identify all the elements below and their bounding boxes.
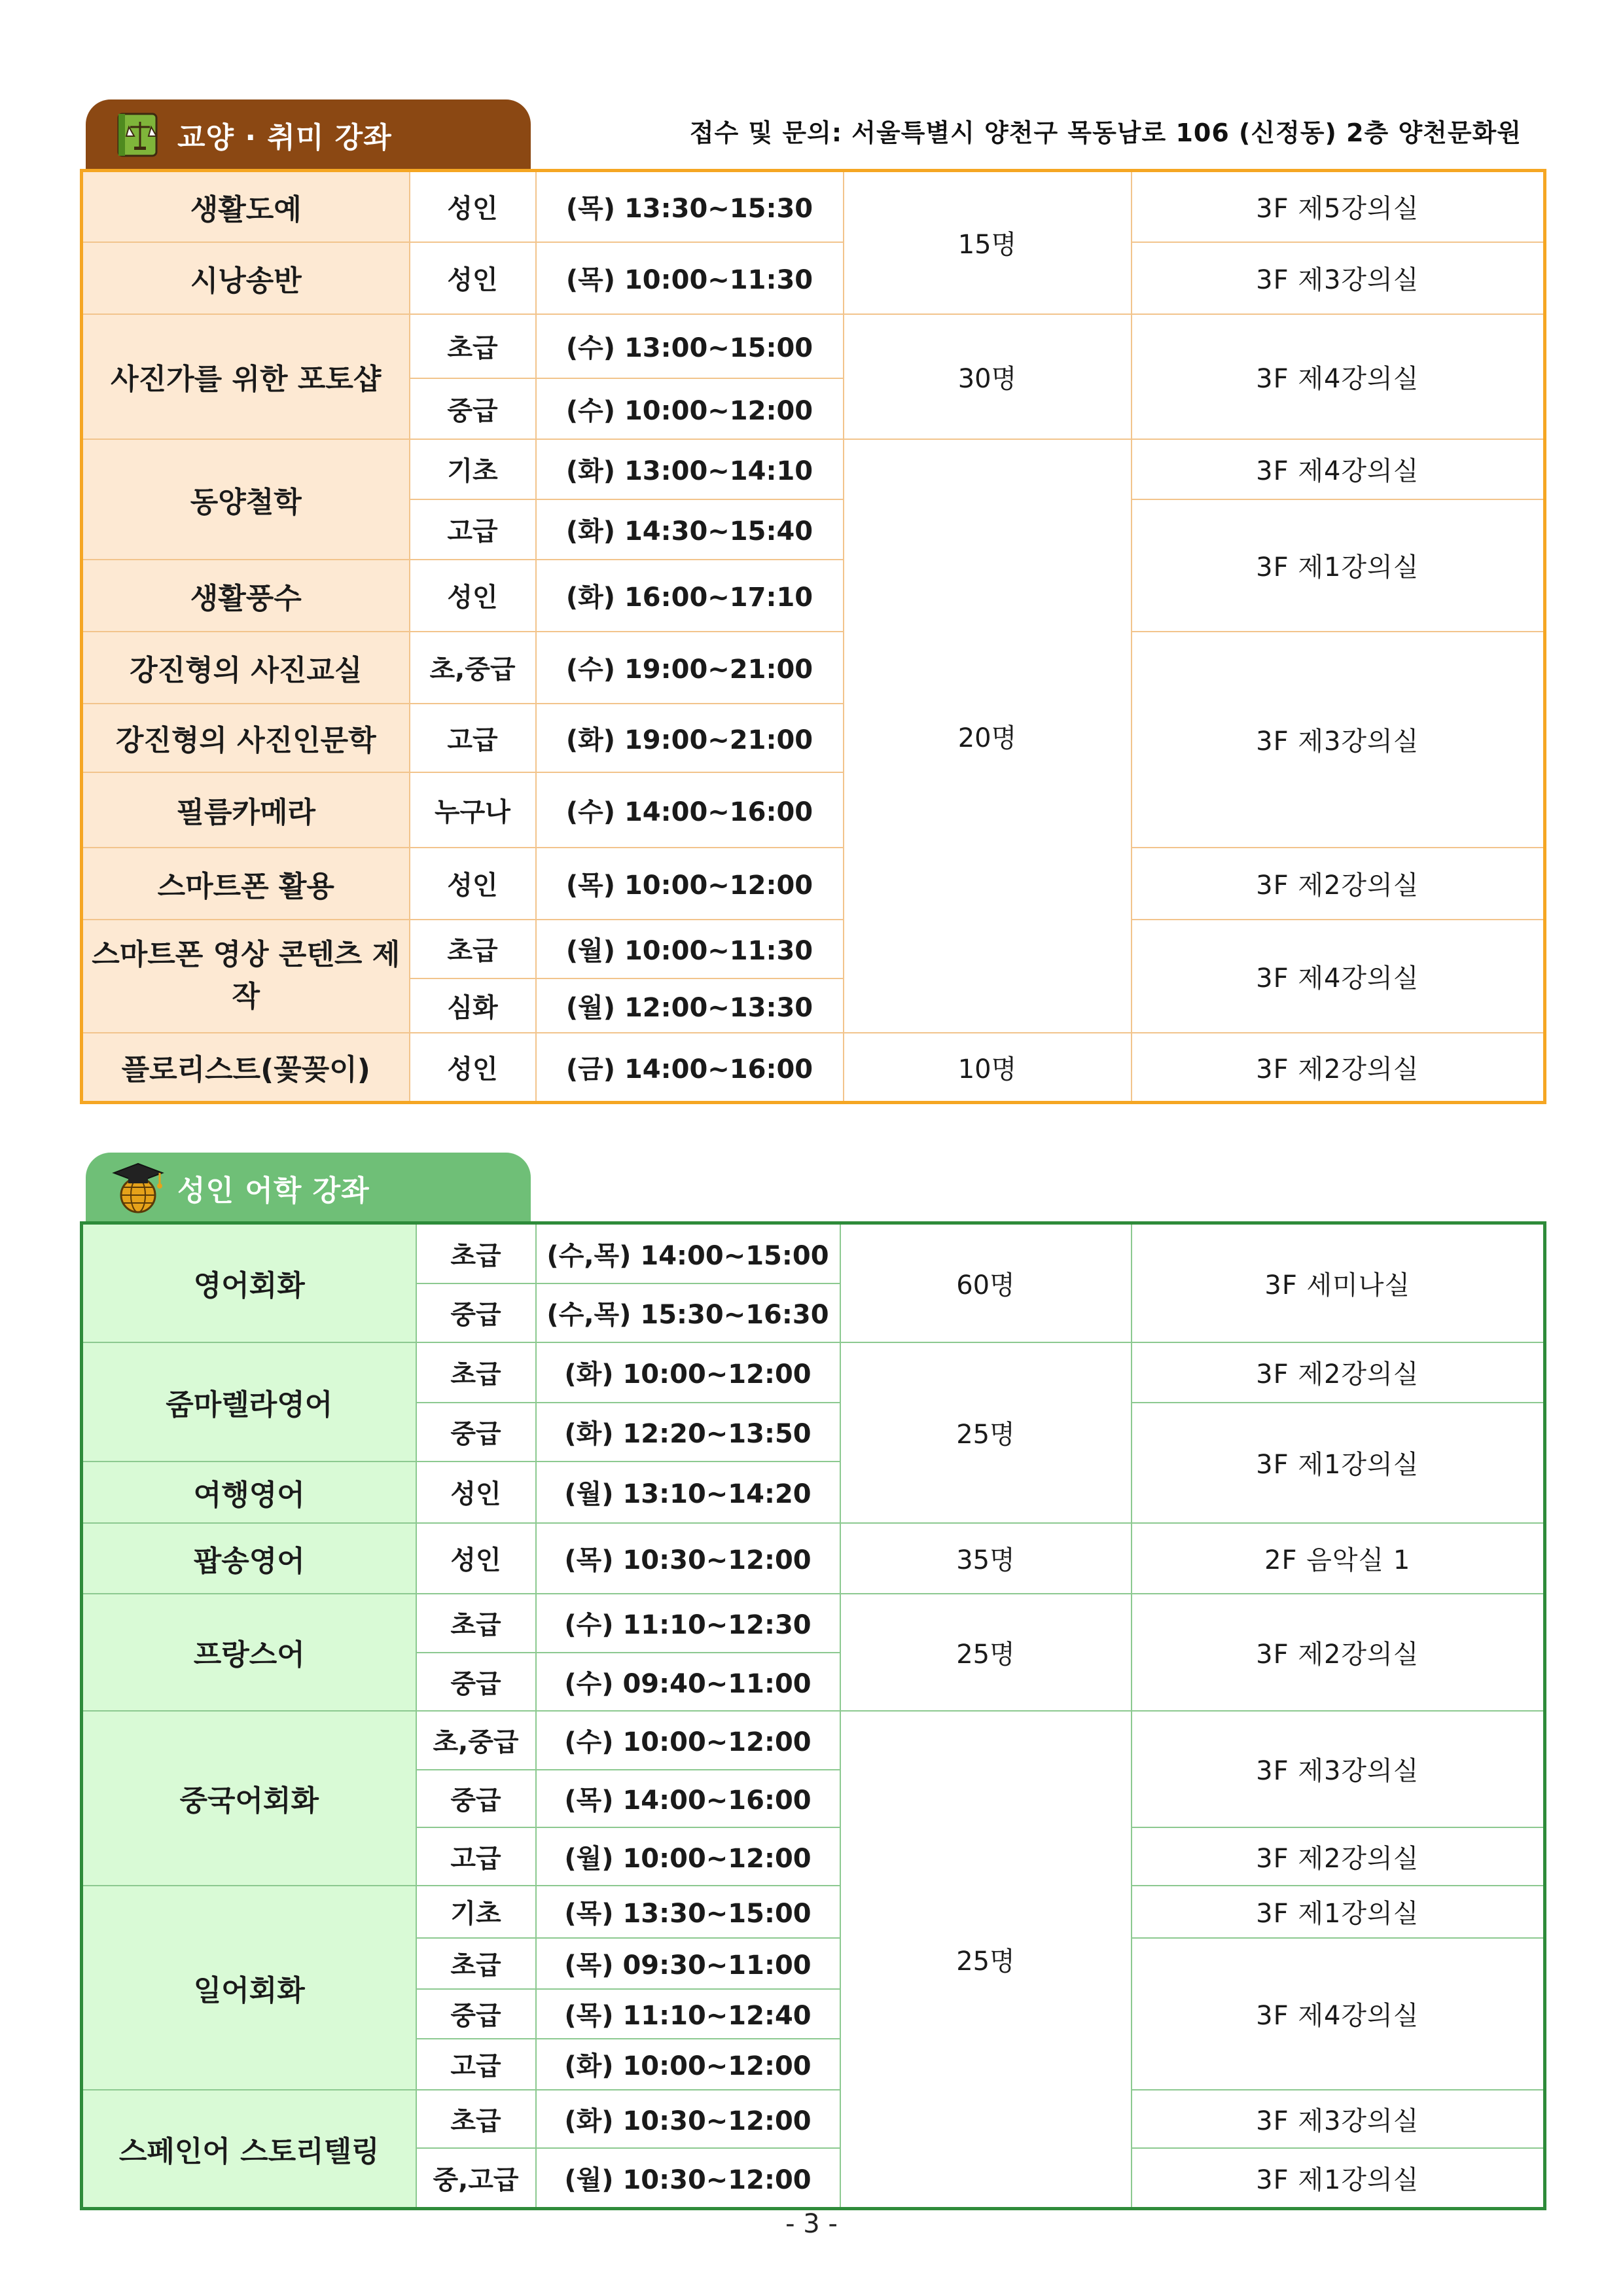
course-time: (화) 16:00~17:10: [536, 560, 844, 632]
table-row: [82, 242, 1545, 314]
course-level: 고급: [416, 2039, 536, 2090]
section-tab-culture: [86, 99, 531, 170]
course-level: 성인: [416, 1462, 536, 1523]
course-time: (수) 10:00~12:00: [536, 378, 844, 439]
course-level: 기초: [410, 439, 536, 499]
course-level: 중,고급: [416, 2148, 536, 2209]
course-room: 3F 제1강의실: [1132, 2148, 1545, 2209]
course-capacity: 25명: [840, 1594, 1132, 1711]
table-row: [82, 1886, 1545, 1938]
course-name: 줌마렐라영어: [82, 1342, 416, 1462]
course-name: 팝송영어: [82, 1523, 416, 1594]
course-room: 3F 제1강의실: [1132, 499, 1545, 632]
table-row: [82, 1594, 1545, 1653]
course-time: (화) 10:30~12:00: [536, 2090, 840, 2148]
course-name: 시낭송반: [82, 242, 410, 314]
course-time: (금) 14:00~16:00: [536, 1033, 844, 1103]
graduation-globe-icon: [105, 1160, 171, 1216]
course-capacity: 35명: [840, 1523, 1132, 1594]
table-row: [82, 314, 1545, 378]
course-time: (목) 11:10~12:40: [536, 1989, 840, 2039]
course-capacity: 30명: [844, 314, 1132, 439]
course-time: (목) 10:00~12:00: [536, 848, 844, 920]
table-row: [82, 1523, 1545, 1594]
course-name: 스마트폰 활용: [82, 848, 410, 920]
course-level: 초급: [410, 314, 536, 378]
course-level: 성인: [410, 1033, 536, 1103]
course-room: 3F 제2강의실: [1132, 1594, 1545, 1711]
course-time: (목) 10:30~12:00: [536, 1523, 840, 1594]
course-level: 고급: [410, 499, 536, 560]
course-capacity: 20명: [844, 439, 1132, 1033]
course-time: (목) 10:00~11:30: [536, 242, 844, 314]
course-room: 2F 음악실 1: [1132, 1523, 1545, 1594]
course-time: (수) 10:00~12:00: [536, 1711, 840, 1770]
course-time: (목) 09:30~11:00: [536, 1938, 840, 1989]
course-level: 초,중급: [410, 632, 536, 704]
table-row: [82, 2090, 1545, 2148]
course-time: (월) 10:00~11:30: [536, 920, 844, 978]
course-room: 3F 제2강의실: [1132, 848, 1545, 920]
course-room: 3F 세미나실: [1132, 1223, 1545, 1342]
table-row: [82, 1033, 1545, 1103]
course-time: (화) 12:20~13:50: [536, 1403, 840, 1462]
course-capacity: 15명: [844, 171, 1132, 314]
course-level: 성인: [410, 560, 536, 632]
course-level: 초급: [416, 2090, 536, 2148]
course-level: 고급: [416, 1827, 536, 1886]
culture-course-table: [80, 169, 1546, 1104]
course-time: (화) 10:00~12:00: [536, 1342, 840, 1403]
table-row: [82, 920, 1545, 978]
course-time: (수) 14:00~16:00: [536, 772, 844, 848]
course-time: (수) 13:00~15:00: [536, 314, 844, 378]
section-tab-language: [86, 1153, 531, 1223]
course-time: (화) 14:30~15:40: [536, 499, 844, 560]
course-time: (월) 13:10~14:20: [536, 1462, 840, 1523]
course-name: 프랑스어: [82, 1594, 416, 1711]
course-level: 성인: [410, 171, 536, 242]
table-row: [82, 1711, 1545, 1770]
table-row: [82, 439, 1545, 499]
course-name: 강진형의 사진인문학: [82, 704, 410, 772]
table-row: [82, 1342, 1545, 1403]
course-level: 중급: [416, 1283, 536, 1342]
course-time: (수,목) 15:30~16:30: [536, 1283, 840, 1342]
course-time: (월) 12:00~13:30: [536, 978, 844, 1033]
course-name: 생활도예: [82, 171, 410, 242]
course-level: 초급: [416, 1938, 536, 1989]
course-capacity: 25명: [840, 1342, 1132, 1523]
course-capacity: 60명: [840, 1223, 1132, 1342]
course-name: 스페인어 스토리텔링: [82, 2090, 416, 2209]
course-room: 3F 제2강의실: [1132, 1342, 1545, 1403]
page-number: - 3 -: [785, 2209, 838, 2239]
course-name: 일어회화: [82, 1886, 416, 2090]
course-name: 중국어회화: [82, 1711, 416, 1886]
course-capacity: 10명: [844, 1033, 1132, 1103]
course-time: (수) 19:00~21:00: [536, 632, 844, 704]
course-time: (화) 10:00~12:00: [536, 2039, 840, 2090]
course-time: (월) 10:00~12:00: [536, 1827, 840, 1886]
course-room: 3F 제2강의실: [1132, 1033, 1545, 1103]
course-name: 강진형의 사진교실: [82, 632, 410, 704]
course-room: 3F 제3강의실: [1132, 242, 1545, 314]
contact-info: 접수 및 문의: 서울특별시 양천구 목동남로 106 (신정동) 2층 양천문화원: [689, 118, 1522, 147]
course-time: (월) 10:30~12:00: [536, 2148, 840, 2209]
book-scale-icon: [105, 110, 171, 160]
course-name: 플로리스트(꽃꽂이): [82, 1033, 410, 1103]
course-level: 성인: [410, 848, 536, 920]
course-level: 누구나: [410, 772, 536, 848]
course-name: 사진가를 위한 포토샵: [82, 314, 410, 439]
course-level: 초급: [416, 1342, 536, 1403]
course-room: 3F 제3강의실: [1132, 632, 1545, 848]
section-title: 성인 어학 강좌: [177, 1174, 370, 1208]
table-row: [82, 171, 1545, 242]
table-row: [82, 632, 1545, 704]
course-level: 중급: [410, 378, 536, 439]
course-level: 초급: [410, 920, 536, 978]
course-room: 3F 제4강의실: [1132, 1938, 1545, 2090]
course-level: 중급: [416, 1653, 536, 1711]
course-level: 기초: [416, 1886, 536, 1938]
course-level: 성인: [416, 1523, 536, 1594]
course-room: 3F 제4강의실: [1132, 439, 1545, 499]
course-room: 3F 제2강의실: [1132, 1827, 1545, 1886]
table-row: [82, 1223, 1545, 1283]
course-name: 여행영어: [82, 1462, 416, 1523]
course-room: 3F 제4강의실: [1132, 920, 1545, 1033]
course-time: (화) 13:00~14:10: [536, 439, 844, 499]
course-level: 중급: [416, 1770, 536, 1827]
language-course-table: [80, 1221, 1546, 2210]
course-room: 3F 제1강의실: [1132, 1403, 1545, 1523]
course-name: 필름카메라: [82, 772, 410, 848]
course-name: 생활풍수: [82, 560, 410, 632]
course-level: 초,중급: [416, 1711, 536, 1770]
course-room: 3F 제3강의실: [1132, 2090, 1545, 2148]
course-level: 중급: [416, 1403, 536, 1462]
course-time: (목) 13:30~15:30: [536, 171, 844, 242]
course-level: 심화: [410, 978, 536, 1033]
course-name: 영어회화: [82, 1223, 416, 1342]
course-time: (화) 19:00~21:00: [536, 704, 844, 772]
course-time: (목) 13:30~15:00: [536, 1886, 840, 1938]
course-level: 중급: [416, 1989, 536, 2039]
course-name: 스마트폰 영상 콘텐츠 제작: [82, 920, 410, 1033]
table-row: [82, 848, 1545, 920]
course-level: 초급: [416, 1223, 536, 1283]
section-title: 교양 · 취미 강좌: [177, 121, 392, 154]
course-room: 3F 제5강의실: [1132, 171, 1545, 242]
course-level: 고급: [410, 704, 536, 772]
course-time: (목) 14:00~16:00: [536, 1770, 840, 1827]
course-room: 3F 제1강의실: [1132, 1886, 1545, 1938]
course-level: 성인: [410, 242, 536, 314]
course-room: 3F 제4강의실: [1132, 314, 1545, 439]
course-room: 3F 제3강의실: [1132, 1711, 1545, 1827]
course-time: (수,목) 14:00~15:00: [536, 1223, 840, 1283]
course-name: 동양철학: [82, 439, 410, 560]
course-time: (수) 09:40~11:00: [536, 1653, 840, 1711]
course-level: 초급: [416, 1594, 536, 1653]
course-capacity: 25명: [840, 1711, 1132, 2209]
course-time: (수) 11:10~12:30: [536, 1594, 840, 1653]
